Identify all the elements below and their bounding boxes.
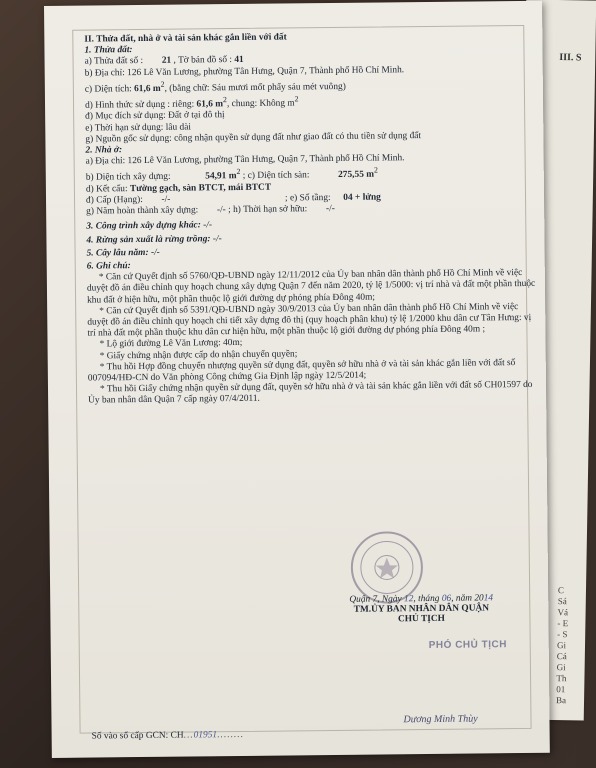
structure-value: Tường gạch, sàn BTCT, mái BTCT bbox=[129, 182, 272, 194]
floor-area-label: ; c) Diện tích sàn: bbox=[242, 170, 310, 182]
map-number: 41 bbox=[234, 55, 244, 66]
edge-letter: Gi bbox=[556, 640, 567, 651]
edge-letter: 01 bbox=[556, 684, 566, 695]
sign-month: 06 bbox=[441, 593, 452, 604]
floors-value: 04 + lửng bbox=[343, 192, 381, 203]
edge-letter: Sá bbox=[557, 596, 567, 607]
edge-letter: Ba bbox=[555, 695, 567, 706]
grade-value: -/- bbox=[161, 194, 171, 205]
registry-handwritten: 01951 bbox=[193, 730, 218, 741]
edge-letter: Gi bbox=[556, 662, 566, 673]
sign-place: Quận 7, Ngày bbox=[349, 594, 402, 605]
registry-prefix: CH bbox=[170, 730, 184, 741]
usage-form-label: d) Hình thức sử dụng : riêng: bbox=[84, 99, 195, 111]
floors-label: ; e) Số tầng: bbox=[284, 193, 331, 204]
floor-area-sup: 2 bbox=[373, 165, 378, 176]
note-item: * Giấy chứng nhận được cấp do nhận chuyển quyền; bbox=[99, 349, 298, 362]
ownership-term-label: ; h) Thời hạn sở hữu: bbox=[228, 204, 308, 216]
other-construction-label: 3. Công trình xây dựng khác: bbox=[86, 220, 201, 232]
sign-month-label: , tháng bbox=[413, 593, 440, 605]
area-unit-sup: 2 bbox=[160, 79, 165, 89]
sign-year-label: , năm 20 bbox=[451, 593, 484, 604]
edge-letter: C bbox=[557, 585, 565, 596]
position-stamp: PHÓ CHỦ TỊCH bbox=[428, 639, 508, 652]
edge-letter: Vá bbox=[557, 607, 569, 618]
ownership-term-value: -/- bbox=[325, 204, 335, 215]
underlying-edge-text bbox=[556, 585, 569, 706]
usage-shared-sup: 2 bbox=[294, 94, 299, 104]
certificate-page bbox=[44, 1, 550, 758]
sign-day: 12 bbox=[403, 594, 414, 605]
area-value: 61,6 m bbox=[134, 83, 161, 94]
perennial-trees-value: -/- bbox=[150, 247, 160, 258]
registry-label: Số vào sổ cấp GCN: bbox=[91, 730, 169, 742]
edge-letter: Cá bbox=[556, 651, 567, 662]
area-label: c) Diện tích: bbox=[84, 84, 132, 95]
section-title: II. Thửa đất, nhà ở và tài sản khác gắn liền với đất bbox=[84, 32, 287, 45]
edge-letter: - E bbox=[557, 618, 569, 629]
area-words: , (bằng chữ: Sáu mươi mốt phẩy sáu mét vuông) bbox=[164, 81, 346, 94]
sign-year: 14 bbox=[483, 593, 494, 604]
signer-name: Dương Minh Thùy bbox=[403, 713, 478, 726]
usage-private-value: 61,6 m bbox=[196, 99, 224, 110]
signature-block bbox=[306, 593, 536, 625]
build-area-label: b) Diện tích xây dựng: bbox=[85, 172, 171, 184]
land-origin: g) Nguồn gốc sử dụng: công nhận quyền sử dụng đất như giao đất có thu tiền sử dụng đất bbox=[85, 130, 422, 145]
usage-unit-sup: 2 bbox=[222, 95, 227, 105]
registry-dots: ... bbox=[183, 730, 194, 741]
planted-forest-value: -/- bbox=[212, 233, 222, 244]
house-address: a) Địa chỉ: 126 Lê Văn Lương, phường Tân Hưng, Quận 7, Thành phố Hồ Chí Minh. bbox=[85, 153, 405, 167]
page-content bbox=[84, 29, 538, 407]
registry-trail: ........ bbox=[216, 729, 244, 741]
year-built-label: g) Năm hoàn thành xây dựng: bbox=[86, 205, 199, 217]
notes-heading: 6. Ghi chú: bbox=[86, 261, 131, 272]
planted-forest-label: 4. Rừng sản xuất là rừng trồng: bbox=[86, 233, 211, 246]
year-built-value: -/- bbox=[216, 205, 226, 216]
land-address: b) Địa chỉ: 126 Lê Văn Lương, phường Tân Hưng, Quận 7, Thành phố Hồ Chí Minh. bbox=[84, 64, 405, 79]
usage-shared: , chung: Không m bbox=[226, 98, 295, 110]
parcel-label: a) Thửa đất số : bbox=[84, 56, 144, 67]
note-item: * Thu hồi Hợp đồng chuyển nhượng quyền sử dụng đất, quyền sở hữu nhà ở và tài sản khác gắn liền với đất số 007094/HĐ-CN do Văn phòng Công chứng Gia Định lập ngày 12/5/2014; bbox=[87, 357, 516, 384]
note-item: * Thu hồi Giấy chứng nhận quyền sử dụng đất, quyền sở hữu nhà ở và tài sản khác gắn liền với đất số CH01597 do Ủy ban nhân dân Quận 7 cấp ngày 07/4/2011. bbox=[88, 380, 533, 407]
registry-number-line bbox=[92, 730, 244, 742]
grade-label: đ) Cấp (Hạng): bbox=[85, 194, 143, 206]
map-label: , Tờ bản đồ số : bbox=[173, 55, 233, 67]
build-area-value: 54,91 m bbox=[205, 171, 237, 182]
note-item: * Lộ giới đường Lê Văn Lương: 40m; bbox=[99, 338, 243, 350]
parcel-number: 21 bbox=[161, 56, 172, 67]
perennial-trees-label: 5. Cây lâu năm: bbox=[86, 247, 149, 259]
land-heading: 1. Thửa đất: bbox=[84, 45, 133, 56]
edge-letter: Th bbox=[556, 673, 567, 684]
note-item: * Căn cứ Quyết định số 5760/QĐ-UBND ngày 12/11/2012 của Ủy ban nhân dân thành phố Hồ Chí Minh về việc duyệt đồ án điều chỉnh quy hoạch chung xây dựng Quận 7 đến năm 2020, tỷ lệ 1/5000: vị trí nhà và đất một phần thuộc khu đất ở hiện hữu, một phần thuộc lộ giới đường dự phóng phía Đông 40m; bbox=[86, 268, 536, 306]
signing-organization: TM.ỦY BAN NHÂN DÂN QUẬN bbox=[353, 603, 490, 615]
structure-label: d) Kết cấu: bbox=[85, 183, 128, 195]
land-purpose: đ) Mục đích sử dụng: Đất ở tại đô thị bbox=[85, 110, 225, 123]
build-area-sup: 2 bbox=[236, 167, 241, 177]
other-construction-value: -/- bbox=[203, 220, 213, 231]
land-term: e) Thời hạn sử dụng: lâu dài bbox=[85, 122, 192, 134]
edge-letter: - S bbox=[557, 629, 568, 640]
house-heading: 2. Nhà ở: bbox=[85, 145, 123, 156]
note-item: * Căn cứ Quyết định số 5391/QĐ-UBND ngày 30/9/2013 của Ủy ban nhân dân thành phố Hồ Chí Minh về việc duyệt đồ án điều chỉnh quy hoạch chi tiết xây dựng đô thị (quy hoạch phân khu) tỷ lệ 1/2000 khu dân cư Tân Hưng: vị trí nhà đất một phần thuộc khu dân cư hiện hữu, một phần thuộc lộ giới đường dự phóng phía Đông 40m ; bbox=[87, 301, 532, 339]
underlying-heading: III. S bbox=[559, 52, 582, 64]
signing-title: CHỦ TỊCH bbox=[397, 613, 445, 625]
floor-area-value: 275,55 m bbox=[338, 170, 375, 181]
